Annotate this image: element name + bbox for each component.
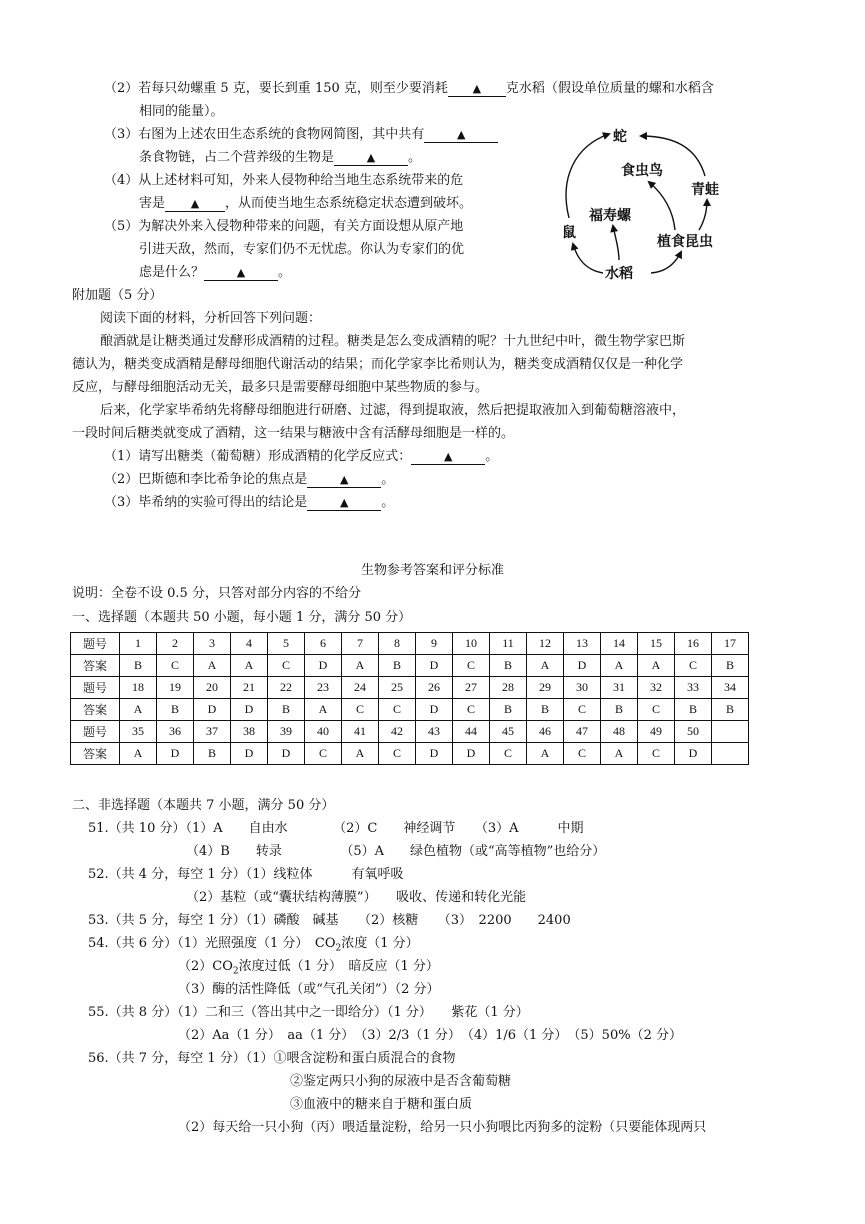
answer-cell: A [194, 655, 231, 677]
q2-text-b: 克水稻（假设单位质量的螺和水稻含 [505, 81, 714, 96]
answer-cell: D [564, 655, 601, 677]
answer-cell: A [120, 743, 157, 765]
answer-cell: D [416, 743, 453, 765]
answer-56-line-2: ②鉴定两只小狗的尿液中是否含葡萄糖 [290, 1074, 512, 1089]
question-number-cell: 31 [601, 677, 638, 699]
answer-56-line-1: 56.（共 7 分，每空 1 分）（1）①喂含淀粉和蛋白质混合的食物 [88, 1051, 456, 1066]
answer-cell: A [601, 743, 638, 765]
answer-cell: C [453, 699, 490, 721]
question-3-line-2 [139, 149, 421, 167]
question-5-line-3 [139, 264, 291, 282]
arrow-mouse-snake [566, 134, 609, 218]
answer-cell: A [342, 743, 379, 765]
question-number-cell: 24 [342, 677, 379, 699]
node-rice: 水稻 [605, 266, 633, 282]
question-number-cell: 37 [194, 721, 231, 743]
header-question-cell: 题号 [71, 677, 120, 699]
question-number-cell: 42 [379, 721, 416, 743]
answer-cell: D [231, 743, 268, 765]
answer-cell: C [564, 699, 601, 721]
question-number-cell: 11 [490, 633, 527, 655]
answer-54-line-1 [88, 935, 419, 958]
question-number-cell: 39 [268, 721, 305, 743]
answer-cell: C [305, 743, 342, 765]
answer-cell: A [342, 655, 379, 677]
answer-cell: D [231, 699, 268, 721]
answer-cell: D [157, 743, 194, 765]
q3-text-b: 条食物链，占二个营养级的生物是 [139, 150, 335, 165]
answer-cell: A [120, 699, 157, 721]
bonus-question-3 [104, 494, 394, 512]
q4-text-b: 害是 [139, 196, 166, 211]
answer-row [71, 699, 749, 721]
bonus-intro: 阅读下面的材料，分析回答下列问题： [100, 311, 322, 326]
q5-text-b: 引进天敌，然而，专家们仍不无忧虑。你认为专家们的优 [139, 242, 465, 257]
question-number-cell: 10 [453, 633, 490, 655]
answer-56-line-4: （2）每天给一只小狗（丙）喂适量淀粉，给另一只小狗喂比丙狗多的淀粉（只要能体现两只 [178, 1120, 707, 1135]
question-number-cell: 40 [305, 721, 342, 743]
question-number-cell: 9 [416, 633, 453, 655]
answer-row [71, 743, 749, 765]
question-number-cell: 50 [675, 721, 712, 743]
answer-cell: B [527, 699, 564, 721]
answer-cell: B [120, 655, 157, 677]
question-number-cell: 49 [638, 721, 675, 743]
question-number-cell: 46 [527, 721, 564, 743]
node-snail: 福寿螺 [589, 208, 631, 224]
answer-cell: A [527, 743, 564, 765]
answer-cell [712, 743, 749, 765]
answer-blank: ▲ [307, 472, 381, 488]
question-4-line-2 [139, 195, 472, 213]
bonus-p2b: 一段时间后糖类就变成了酒精，这一结果与糖液中含有活酵母细胞是一样的。 [72, 426, 515, 441]
question-number-cell: 1 [120, 633, 157, 655]
answer-cell: B [379, 655, 416, 677]
question-number-cell: 16 [675, 633, 712, 655]
question-number-cell: 45 [490, 721, 527, 743]
node-frog: 青蛙 [691, 182, 719, 198]
answer-52-line-1: 52.（共 4 分，每空 1 分）（1）线粒体 有氧呼吸 [88, 867, 404, 882]
question-number-row [71, 721, 749, 743]
answer-54-1b: 浓度（1 分） [341, 936, 419, 951]
answer-cell: D [268, 743, 305, 765]
answer-blank: ▲ [448, 81, 506, 97]
answer-55-line-2: （2）Aa（1 分） aa（1 分） （3）2/3（1 分） （4）1/6（1 分） （5）50%（2 分） [178, 1028, 682, 1043]
question-number-cell: 32 [638, 677, 675, 699]
answer-blank: ▲ [411, 449, 485, 465]
question-number-cell: 18 [120, 677, 157, 699]
answer-blank: ▲ [424, 127, 498, 143]
answer-blank: ▲ [307, 495, 381, 511]
answer-cell: D [416, 699, 453, 721]
bonus-question-1 [104, 448, 498, 466]
question-number-cell: 5 [268, 633, 305, 655]
question-number-cell: 27 [453, 677, 490, 699]
question-number-cell: 28 [490, 677, 527, 699]
question-number-cell: 21 [231, 677, 268, 699]
answer-51-line-1: 51.（共 10 分）（1）A 自由水 （2）C 神经调节 （3）A 中期 [88, 821, 584, 836]
q2-text-c: 相同的能量）。 [139, 104, 224, 119]
answer-cell: B [194, 743, 231, 765]
arrow-rice-snail [613, 226, 619, 260]
answer-cell: C [564, 743, 601, 765]
answer-cell: C [675, 655, 712, 677]
answer-cell: A [601, 655, 638, 677]
header-question-cell: 题号 [71, 633, 120, 655]
answer-54-2a: （2）CO [178, 959, 233, 974]
question-number-cell: 29 [527, 677, 564, 699]
question-number-row [71, 633, 749, 655]
question-number-cell: 33 [675, 677, 712, 699]
answer-cell: C [157, 655, 194, 677]
answer-cell: A [305, 699, 342, 721]
answer-cell: C [453, 655, 490, 677]
bonus-q2-text: （2）巴斯德和李比希争论的焦点是 [104, 472, 308, 487]
bonus-p1a: 酿酒就是让糖类通过发酵形成酒精的过程。糖类是怎么变成酒精的呢？十九世纪中叶，微生物学家巴斯 [100, 334, 686, 349]
arrow-rice-insect [651, 252, 681, 273]
question-number-cell: 38 [231, 721, 268, 743]
answer-56-line-3: ③血液中的糖来自于糖和蛋白质 [290, 1097, 473, 1112]
question-number-cell: 13 [564, 633, 601, 655]
answer-cell: C [638, 743, 675, 765]
question-number-cell: 25 [379, 677, 416, 699]
question-number-cell: 36 [157, 721, 194, 743]
answer-cell: D [453, 743, 490, 765]
question-number-cell: 47 [564, 721, 601, 743]
question-number-cell: 22 [268, 677, 305, 699]
answer-54-line-3: （3）酶的活性降低（或“气孔关闭”）（2 分） [178, 982, 440, 997]
node-bird: 食虫鸟 [621, 163, 663, 179]
answer-blank: ▲ [334, 150, 408, 166]
q2-text-a: （2）若每只幼螺重 5 克，要长到重 150 克，则至少要消耗 [104, 81, 448, 96]
answer-cell: A [231, 655, 268, 677]
bonus-title: 附加题（5 分） [72, 288, 163, 303]
question-number-cell: 12 [527, 633, 564, 655]
subscript: 2 [232, 966, 239, 977]
question-number-cell: 41 [342, 721, 379, 743]
period: 。 [381, 472, 395, 487]
answers-note: 说明：全卷不设 0.5 分，只答对部分内容的不给分 [72, 586, 361, 601]
bonus-q1-text: （1）请写出糖类（葡萄糖）形成酒精的化学反应式： [104, 449, 412, 464]
answers-title: 生物参考答案和评分标准 [360, 563, 504, 578]
section-1-heading: 一、选择题（本题共 50 小题，每小题 1 分，满分 50 分） [72, 610, 412, 625]
answer-cell: C [490, 743, 527, 765]
section-2-heading: 二、非选择题（本题共 7 小题，满分 50 分） [72, 798, 335, 813]
header-answer-cell: 答案 [71, 743, 120, 765]
header-answer-cell: 答案 [71, 699, 120, 721]
q5-text-d: 。 [278, 265, 292, 280]
question-number-cell: 17 [712, 633, 749, 655]
answer-cell: B [268, 699, 305, 721]
answer-55-line-1: 55.（共 8 分）（1）二和三（答出其中之一即给分）（1 分） 紫花（1 分） [88, 1005, 529, 1020]
question-number-cell: 26 [416, 677, 453, 699]
question-number-cell [712, 721, 749, 743]
food-web-diagram [555, 118, 735, 293]
q3-text-a: （3）右图为上述农田生态系统的食物网简图，其中共有 [104, 127, 425, 142]
question-number-cell: 34 [712, 677, 749, 699]
answer-cell: B [675, 699, 712, 721]
answer-row [71, 655, 749, 677]
answer-cell: D [416, 655, 453, 677]
answer-cell: B [157, 699, 194, 721]
period: 。 [381, 495, 395, 510]
question-number-cell: 15 [638, 633, 675, 655]
q4-text-a: （4）从上述材料可知，外来人侵物种给当地生态系统带来的危 [104, 173, 464, 188]
answer-cell: C [379, 699, 416, 721]
answer-cell: C [379, 743, 416, 765]
answer-54-2b: 浓度过低（1 分） 暗反应（1 分） [238, 959, 439, 974]
arrow-insect-frog [699, 200, 707, 230]
answer-cell: A [527, 655, 564, 677]
arrow-rice-mouse [573, 244, 603, 273]
bonus-q3-text: （3）毕希纳的实验可得出的结论是 [104, 495, 308, 510]
question-number-cell: 35 [120, 721, 157, 743]
question-number-cell: 3 [194, 633, 231, 655]
node-insect: 植食昆虫 [657, 234, 713, 250]
question-2 [104, 80, 714, 98]
answer-52-line-2: （2）基粒（或“囊状结构薄膜”） 吸收、传递和转化光能 [186, 890, 527, 905]
question-number-cell: 2 [157, 633, 194, 655]
question-number-cell: 44 [453, 721, 490, 743]
question-number-cell: 8 [379, 633, 416, 655]
question-number-cell: 23 [305, 677, 342, 699]
question-number-cell: 19 [157, 677, 194, 699]
question-number-cell: 4 [231, 633, 268, 655]
answer-cell: D [305, 655, 342, 677]
question-number-cell: 14 [601, 633, 638, 655]
q5-text-a: （5）为解决外来入侵物种带来的问题，有关方面设想从原产地 [104, 219, 464, 234]
subscript: 2 [335, 943, 342, 954]
answer-cell: B [712, 655, 749, 677]
answer-54-1a: 54.（共 6 分）（1）光照强度（1 分） CO [88, 936, 336, 951]
node-snake: 蛇 [613, 129, 627, 145]
question-number-cell: 7 [342, 633, 379, 655]
bonus-p2a: 后来，化学家毕希纳先将酵母细胞进行研磨、过滤，得到提取液，然后把提取液加入到葡萄糖溶液中， [100, 403, 686, 418]
question-number-cell: 30 [564, 677, 601, 699]
answer-blank: ▲ [165, 196, 225, 212]
q4-text-c: ，从而使当地生态系统稳定状态遭到破坏。 [225, 196, 473, 211]
question-number-cell: 43 [416, 721, 453, 743]
answer-cell: B [601, 699, 638, 721]
answer-cell: D [675, 743, 712, 765]
question-number-cell: 20 [194, 677, 231, 699]
q5-text-c: 虑是什么？ [139, 265, 205, 280]
header-answer-cell: 答案 [71, 655, 120, 677]
answer-table [70, 632, 749, 765]
answer-cell: B [490, 655, 527, 677]
q3-text-c: 。 [408, 150, 422, 165]
node-mouse: 鼠 [562, 225, 576, 241]
question-number-cell: 48 [601, 721, 638, 743]
question-number-cell: 6 [305, 633, 342, 655]
header-question-cell: 题号 [71, 721, 120, 743]
answer-blank: ▲ [204, 265, 278, 281]
answer-cell: C [638, 699, 675, 721]
answer-cell: C [268, 655, 305, 677]
bonus-question-2 [104, 471, 394, 489]
question-number-row [71, 677, 749, 699]
answer-53: 53.（共 5 分，每空 1 分）（1）磷酸 碱基 （2）核糖 （3） 2200 2400 [88, 913, 571, 928]
bonus-p1c: 反应，与酵母细胞活动无关，最多只是需要酵母细胞中某些物质的参与。 [72, 380, 489, 395]
answer-54-line-2 [178, 958, 439, 981]
answer-cell: A [638, 655, 675, 677]
question-3 [104, 126, 498, 144]
bonus-p1b: 德认为，糖类变成酒精是酵母细胞代谢活动的结果；而化学家李比希则认为，糖类变成酒精仅仅是一种化学 [72, 357, 684, 372]
arrow-insect-bird [649, 182, 675, 230]
answer-cell: B [490, 699, 527, 721]
answer-cell: D [194, 699, 231, 721]
period: 。 [485, 449, 499, 464]
answer-cell: C [342, 699, 379, 721]
answer-cell: B [712, 699, 749, 721]
answer-51-line-2: （4）B 转录 （5）A 绿色植物（或“高等植物”也给分） [186, 844, 606, 859]
